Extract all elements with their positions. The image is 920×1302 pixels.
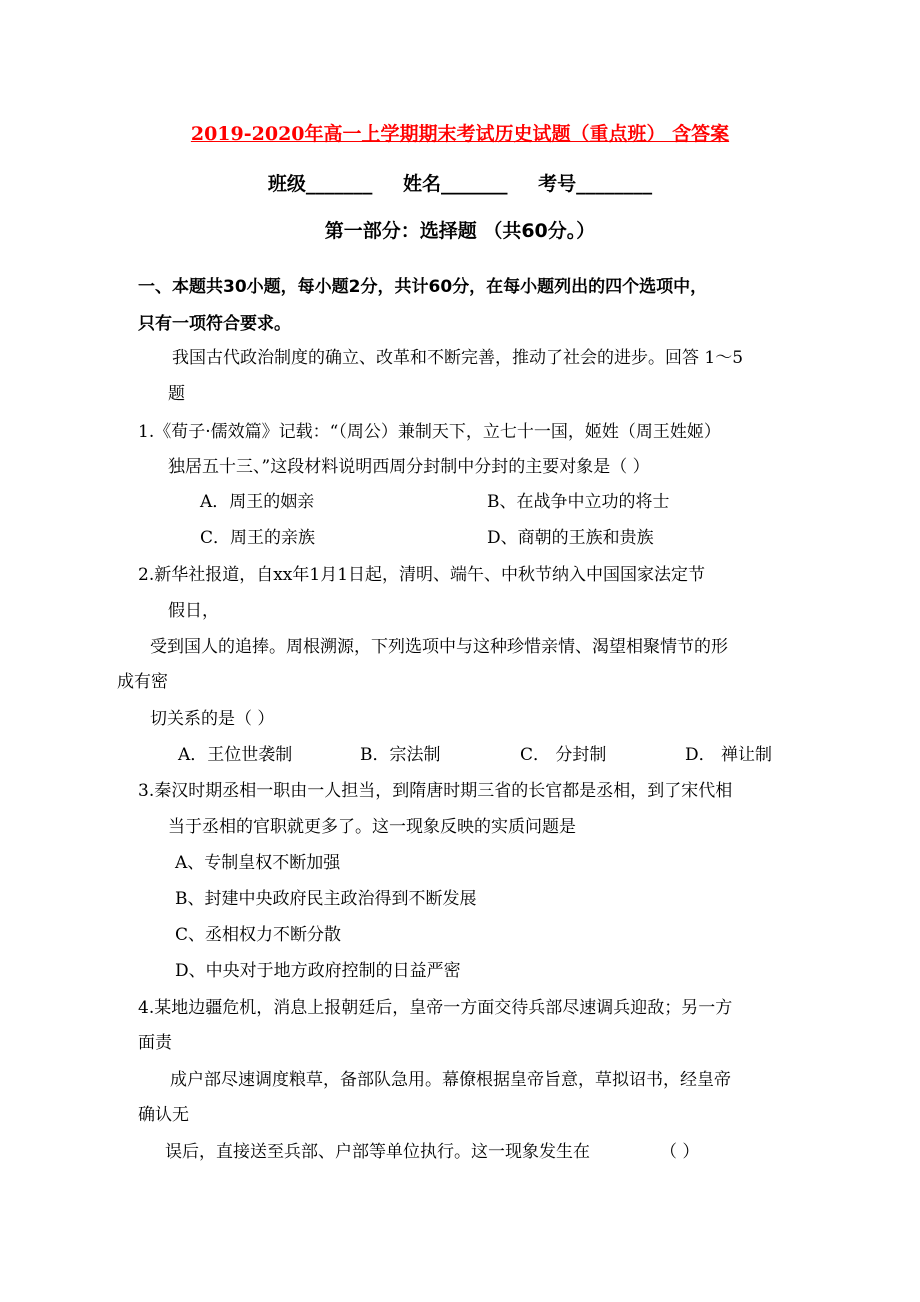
q3-option-a: A、专制皇权不断加强 (175, 853, 341, 873)
instructions-line-1: 一、本题共30小题，每小题2分，共计60分，在每小题列出的四个选项中， (138, 277, 708, 297)
q4-stem-line-2: 面责 (138, 1033, 172, 1053)
instructions-line-2: 只有一项符合要求。 (138, 314, 291, 334)
q2-option-c: C． 分封制 (520, 745, 607, 765)
q3-stem-line-1: 3.秦汉时期丞相一职由一人担当，到隋唐时期三省的长官都是丞相，到了宋代相 (138, 781, 733, 801)
page-title: 2019-2020年高一上学期期末考试历史试题（重点班） 含答案 (190, 123, 730, 145)
exam-number-field-label: 考号________ (538, 173, 653, 195)
name-field-label: 姓名_______ (402, 173, 508, 195)
q2-stem-line-4: 成有密 (117, 672, 168, 692)
q4-stem-line-4: 确认无 (138, 1105, 189, 1125)
q1-option-b: B、在战争中立功的将士 (487, 492, 670, 512)
section-heading: 第一部分：选择题 （共60分。） (324, 220, 596, 242)
group-intro-line-1: 我国古代政治制度的确立、改革和不断完善，推动了社会的进步。回答 1～5 (172, 348, 744, 368)
q2-stem-line-1: 2.新华社报道，自xx年1月1日起，清明、端午、中秋节纳入中国国家法定节 (138, 565, 706, 585)
q2-option-b: B．宗法制 (360, 745, 441, 765)
group-intro-line-2: 题 (168, 384, 185, 404)
q2-stem-line-3: 受到国人的追捧。周根溯源，下列选项中与这种珍惜亲情、渴望相聚情节的形 (150, 637, 728, 657)
q4-stem-line-3: 成户部尽速调度粮草，备部队急用。幕僚根据皇帝旨意，草拟诏书，经皇帝 (170, 1070, 731, 1090)
q2-stem-line-2: 假日， (168, 601, 219, 621)
q3-option-b: B、封建中央政府民主政治得到不断发展 (175, 889, 477, 909)
q1-option-a: A．周王的姻亲 (200, 492, 315, 512)
q3-stem-line-2: 当于丞相的官职就更多了。这一现象反映的实质问题是 (168, 817, 576, 837)
q4-stem-line-1: 4.某地边疆危机，消息上报朝廷后，皇帝一方面交待兵部尽速调兵迎敌；另一方 (138, 998, 733, 1018)
q2-option-a: A．王位世袭制 (178, 745, 293, 765)
q1-option-c: C．周王的亲族 (200, 528, 316, 548)
q3-option-d: D、中央对于地方政府控制的日益严密 (175, 961, 461, 981)
student-info (0, 172, 920, 196)
q2-stem-line-5: 切关系的是（ ） (150, 709, 275, 729)
class-field-label: 班级_______ (267, 173, 373, 195)
q1-stem-line-2: 独居五十三、”这段材料说明西周分封制中分封的主要对象是（ ） (168, 457, 650, 477)
q2-option-d: D． 禅让制 (685, 745, 773, 765)
q1-stem-line-1: 1.《荀子·儒效篇》记载：“（周公）兼制天下，立七十一国，姬姓（周王姓姬） (138, 422, 721, 442)
q4-stem-line-5: 误后，直接送至兵部、户部等单位执行。这一现象发生在 (165, 1142, 590, 1162)
q3-option-c: C、丞相权力不断分散 (175, 925, 342, 945)
q4-answer-bracket: （ ） (660, 1142, 700, 1162)
q1-option-d: D、商朝的王族和贵族 (487, 528, 654, 548)
